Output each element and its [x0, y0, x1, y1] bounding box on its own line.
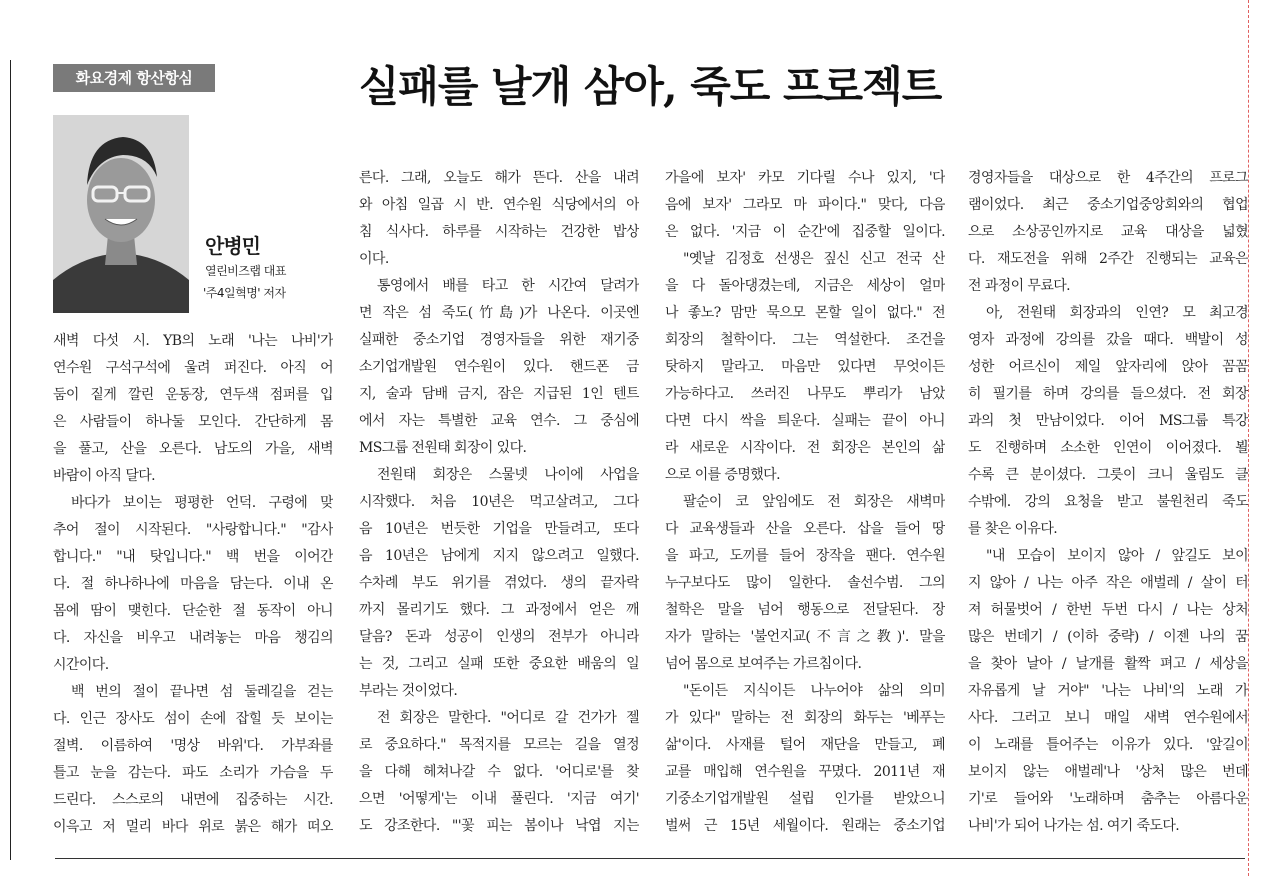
article-line: 으로 이를 증명했다.	[665, 467, 780, 483]
article-line: 을 다해 헤쳐나갈 수 없다. '어디로'를 찾	[359, 764, 639, 780]
article-line: 라 새로운 시작이다. 전 회장은 본인의 삶	[665, 440, 945, 456]
article-line: 이윽고 저 멀리 바다 위로 붉은 해가 떠오	[53, 819, 333, 835]
article-line: 팔순이 코 앞임에도 전 회장은 새벽마	[683, 494, 945, 510]
article-line: 다 교육생들과 산을 오른다. 삽을 들어 땅	[665, 521, 945, 537]
article-line: 을 찾아 날아 / 날개를 활짝 펴고 / 세상을	[968, 656, 1248, 672]
article-line: "옛날 김정호 선생은 짚신 신고 전국 산	[683, 251, 945, 267]
article-column-3	[665, 165, 945, 840]
author-photo	[53, 115, 189, 313]
article-line: 가 있다" 말하는 전 회장의 화두는 '베푸는	[665, 710, 945, 726]
article-line: 은 사람들이 하나둘 모인다. 간단하게 몸	[53, 414, 333, 430]
article-line: 경영자들을 대상으로 한 4주간의 프로그	[968, 170, 1248, 186]
article-line: 통영에서 배를 타고 한 시간여 달려가	[377, 278, 639, 294]
article-line: 기'로 들어와 '노래하며 춤추는 아름다운	[968, 791, 1248, 807]
article-line: 을 파고, 도끼를 들어 장작을 팬다. 연수원	[665, 548, 945, 564]
article-column-4	[968, 165, 1248, 840]
article-line: 교를 매입해 연수원을 꾸몄다. 2011년 재	[665, 764, 945, 780]
article-headline: 실패를 날개 삼아, 죽도 프로젝트	[358, 62, 942, 111]
article-line: 을 다 돌아댕겼는데, 지금은 세상이 얼마	[665, 278, 945, 294]
article-line: 기중소기업개발원 설립 인가를 받았으니	[665, 791, 945, 807]
article-line: 전원태 회장은 스물넷 나이에 사업을	[377, 467, 639, 483]
article-line: 으로 소상공인까지로 교육 대상을 넓혔	[968, 224, 1248, 240]
article-line: 둠이 짙게 깔린 운동장, 연두색 점퍼를 입	[53, 387, 333, 403]
article-line: 바람이 아직 달다.	[53, 468, 156, 484]
article-line: 음에 보자' 그라모 마 파이다." 맞다, 다음	[665, 197, 945, 213]
author-title: 열린비즈랩 대표	[205, 264, 286, 278]
article-line: 다면 다시 싹을 틔운다. 실패는 끝이 아니	[665, 413, 945, 429]
article-line: 지 않아 / 나는 아주 작은 애벌레 / 살이 터	[968, 575, 1248, 591]
article-line: 를 찾은 이유다.	[968, 521, 1058, 537]
article-line: 자가 말하는 '불언지교(不言之教)'. 말을	[665, 629, 945, 645]
article-line: 다. 인근 장사도 섬이 손에 잡힐 듯 보이는	[53, 711, 333, 727]
article-line: 전 과정이 무료다.	[968, 278, 1071, 294]
article-line: 소기업개발원 연수원이 있다. 핸드폰 금	[359, 359, 639, 375]
article-line: 사다. 그러고 보니 매일 새벽 연수원에서	[968, 710, 1248, 726]
article-line: 도 진행하며 소소한 인연이 이어졌다. 뵐	[968, 440, 1248, 456]
article-line: 수록 큰 분이셨다. 그릇이 크니 울림도 클	[968, 467, 1248, 483]
article-line: 침 식사다. 하루를 시작하는 건강한 밥상	[359, 224, 639, 240]
article-line: 드린다. 스스로의 내면에 집중하는 시간.	[53, 792, 333, 808]
article-line: 는 것, 그리고 실패 또한 중요한 배움의 일	[359, 656, 639, 672]
article-line: 으면 '어떻게'는 이내 풀린다. '지금 여기'	[359, 791, 639, 807]
article-line: 연수원 구석구석에 울려 퍼진다. 아직 어	[53, 360, 333, 376]
article-line: 에서 자는 특별한 교육 연수. 그 중심에	[359, 413, 639, 429]
article-line: 영자 과정에 강의를 갔을 때다. 백발이 성	[968, 332, 1248, 348]
article-line: 달음? 돈과 성공이 인생의 전부가 아니라	[359, 629, 639, 645]
article-line: 다. 재도전을 위해 2주간 진행되는 교육은	[968, 251, 1248, 267]
article-line: 시간이다.	[53, 657, 109, 673]
left-column-rule	[10, 60, 11, 860]
article-line: 회장의 철학이다. 그는 역설한다. 조건을	[665, 332, 945, 348]
article-line: 면 작은 섬 죽도(竹島)가 나온다. 이곳엔	[359, 305, 639, 321]
article-line: 나비'가 되어 나가는 섬. 여기 죽도다.	[968, 818, 1180, 834]
article-line: 른다. 그래, 오늘도 해가 뜬다. 산을 내려	[359, 170, 639, 186]
article-line: 탓하지 말라고. 마음만 있다면 무엇이든	[665, 359, 945, 375]
article-line: 로 중요하다." 목적지를 모르는 길을 열정	[359, 737, 639, 753]
article-line: 벌써 근 15년 세월이다. 원래는 중소기업	[665, 818, 945, 834]
article-line: 몸에 땀이 맺힌다. 단순한 절 동작이 아니	[53, 603, 333, 619]
article-line: 보이지 않는 애벌레'나 '상처 많은 번데	[968, 764, 1248, 780]
article-line: 나 좋노? 맘만 묵으모 몬할 일이 없다." 전	[665, 305, 945, 321]
article-line: 은 없다. '지금 이 순간'에 집중할 일이다.	[665, 224, 945, 240]
article-line: 수밖에. 강의 요청을 받고 불원천리 죽도	[968, 494, 1248, 510]
article-line: 히 필기를 하며 강의를 들으셨다. 전 회장	[968, 386, 1248, 402]
article-line: 이 노래를 틀어주는 이유가 있다. '앞길이	[968, 737, 1248, 753]
author-portrait-image	[53, 115, 189, 313]
article-line: 넘어 몸으로 보여주는 가르침이다.	[665, 656, 862, 672]
article-line: 시작했다. 처음 10년은 먹고살려고, 그다	[359, 494, 639, 510]
article-line: 이다.	[359, 251, 389, 267]
article-line: 도 강조한다. "'꽃 피는 봄이나 낙엽 지는	[359, 818, 639, 834]
article-line: 자유롭게 날 거야" '나는 나비'의 노래 가	[968, 683, 1248, 699]
article-line: 까지 몰리기도 했다. 그 과정에서 얻은 깨	[359, 602, 639, 618]
article-line: "돈이든 지식이든 나누어야 삶의 의미	[683, 683, 945, 699]
article-line: 성한 어르신이 제일 앞자리에 앉아 꼼꼼	[968, 359, 1248, 375]
article-line: 져 허물벗어 / 한번 두번 다시 / 나는 상처	[968, 602, 1248, 618]
article-line: 많은 번데기 / (이하 중략) / 이젠 나의 꿈	[968, 629, 1248, 645]
author-book: '주4일혁명' 저자	[203, 286, 286, 300]
article-line: 누구보다도 많이 일한다. 솔선수범. 그의	[665, 575, 945, 591]
article-line: 새벽 다섯 시. YB의 노래 '나는 나비'가	[53, 333, 333, 349]
article-line: 을 풀고, 산을 오른다. 남도의 가을, 새벽	[53, 441, 333, 457]
article-line: 아, 전원태 회장과의 인연? 모 최고경	[986, 305, 1248, 321]
article-line: 가능하다고. 쓰러진 나무도 뿌리가 남았	[665, 386, 945, 402]
article-line: 음 10년은 번듯한 기업을 만들려고, 또다	[359, 521, 639, 537]
article-line: 과의 첫 만남이었다. 이어 MS그룹 특강	[968, 413, 1248, 429]
article-column-1	[53, 328, 333, 841]
article-line: 백 번의 절이 끝나면 섬 둘레길을 걷는	[71, 684, 333, 700]
article-line: 램이었다. 최근 중소기업중앙회와의 협업	[968, 197, 1248, 213]
article-line: 다. 자신을 비우고 내려놓는 마음 챙김의	[53, 630, 333, 646]
article-line: 전 회장은 말한다. "어디로 갈 건가가 젤	[377, 710, 639, 726]
article-line: 지, 술과 담배 금지, 잠은 지급된 1인 텐트	[359, 386, 639, 402]
article-line: 가을에 보자' 카모 기다릴 수나 있지, '다	[665, 170, 945, 186]
article-line: 철학은 말을 넘어 행동으로 전달된다. 장	[665, 602, 945, 618]
article-line: 다. 절 하나하나에 마음을 담는다. 이내 온	[53, 576, 333, 592]
article-line: 음 10년은 남에게 지지 않으려고 일했다.	[359, 548, 639, 564]
article-line: 삶'이다. 사재를 털어 재단을 만들고, 폐	[665, 737, 945, 753]
article-line: 바다가 보이는 평평한 언덕. 구령에 맞	[71, 495, 333, 511]
article-line: 수차례 부도 위기를 겪었다. 생의 끝자락	[359, 575, 639, 591]
section-label: 화요경제 항산항심	[53, 64, 215, 92]
article-line: 실패한 중소기업 경영자들을 위한 재기중	[359, 332, 639, 348]
article-line: 부라는 것이었다.	[359, 683, 458, 699]
bottom-rule	[55, 858, 1245, 859]
article-line: 추어 절이 시작된다. "사랑합니다." "감사	[53, 522, 333, 538]
article-line: 합니다." "내 탓입니다." 백 번을 이어간	[53, 549, 333, 565]
author-name: 안병민	[205, 234, 260, 258]
article-line: 와 아침 일곱 시 반. 연수원 식당에서의 아	[359, 197, 639, 213]
article-line: MS그룹 전원태 회장이 있다.	[359, 440, 527, 456]
article-line: 틀고 눈을 감는다. 파도 소리가 가슴을 두	[53, 765, 333, 781]
article-column-2	[359, 165, 639, 840]
article-line: 절벽. 이름하여 '명상 바위'다. 가부좌를	[53, 738, 333, 754]
page-edge-guide	[1248, 0, 1249, 876]
article-line: "내 모습이 보이지 않아 / 앞길도 보이	[986, 548, 1248, 564]
